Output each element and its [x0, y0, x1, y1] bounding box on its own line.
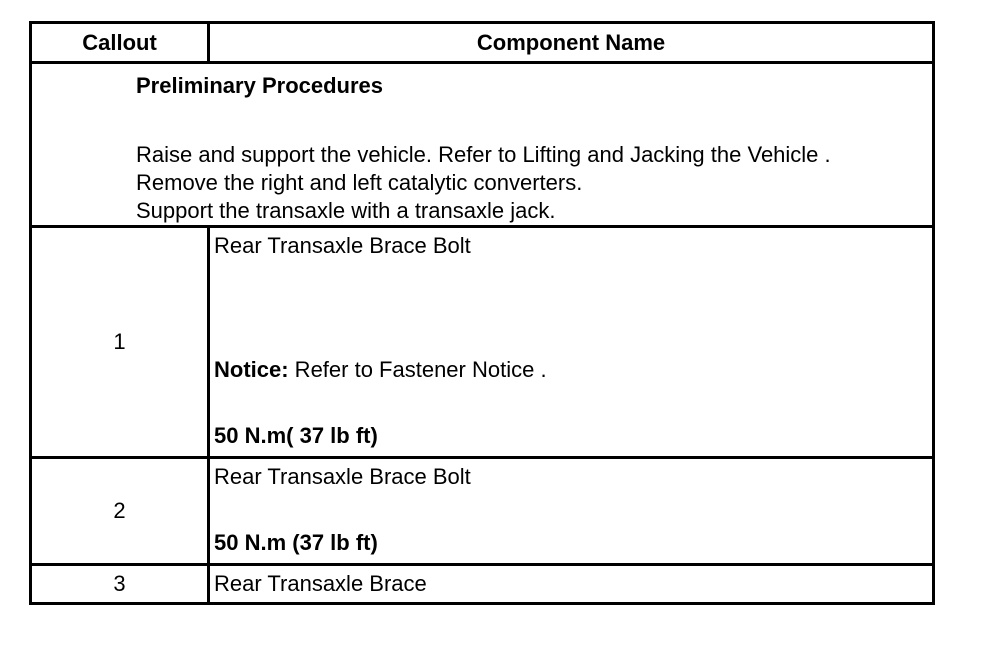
callout-number: 2	[31, 458, 209, 565]
component-cell	[209, 565, 934, 604]
callout-header: Callout	[31, 23, 209, 63]
component-cell	[209, 458, 934, 565]
preliminary-step: Remove the right and left catalytic converters.	[136, 170, 583, 195]
component-cell	[209, 227, 934, 458]
preliminary-procedures-cell	[31, 63, 934, 227]
component-name-header: Component Name	[209, 23, 934, 63]
procedure-table	[29, 21, 935, 605]
torque-spec: 50 N.m( 37 lb ft)	[214, 423, 378, 448]
table-header-row	[31, 23, 934, 63]
component-name: Rear Transaxle Brace	[214, 571, 427, 596]
notice-text: Refer to Fastener Notice .	[288, 357, 547, 382]
table-row	[31, 458, 934, 565]
preliminary-procedures-title: Preliminary Procedures	[136, 73, 384, 98]
preliminary-step: Raise and support the vehicle. Refer to Lifting and Jacking the Vehicle .	[136, 142, 831, 167]
preliminary-step: Support the transaxle with a transaxle jack.	[136, 198, 556, 223]
notice-line	[214, 356, 932, 384]
callout-number: 1	[31, 227, 209, 458]
torque-spec: 50 N.m (37 lb ft)	[214, 530, 378, 555]
table-row	[31, 227, 934, 458]
component-name: Rear Transaxle Brace Bolt	[214, 464, 471, 489]
callout-number: 3	[31, 565, 209, 604]
component-name: Rear Transaxle Brace Bolt	[214, 233, 471, 258]
notice-label: Notice:	[214, 357, 289, 382]
preliminary-procedures-row	[31, 63, 934, 227]
table-row	[31, 565, 934, 604]
